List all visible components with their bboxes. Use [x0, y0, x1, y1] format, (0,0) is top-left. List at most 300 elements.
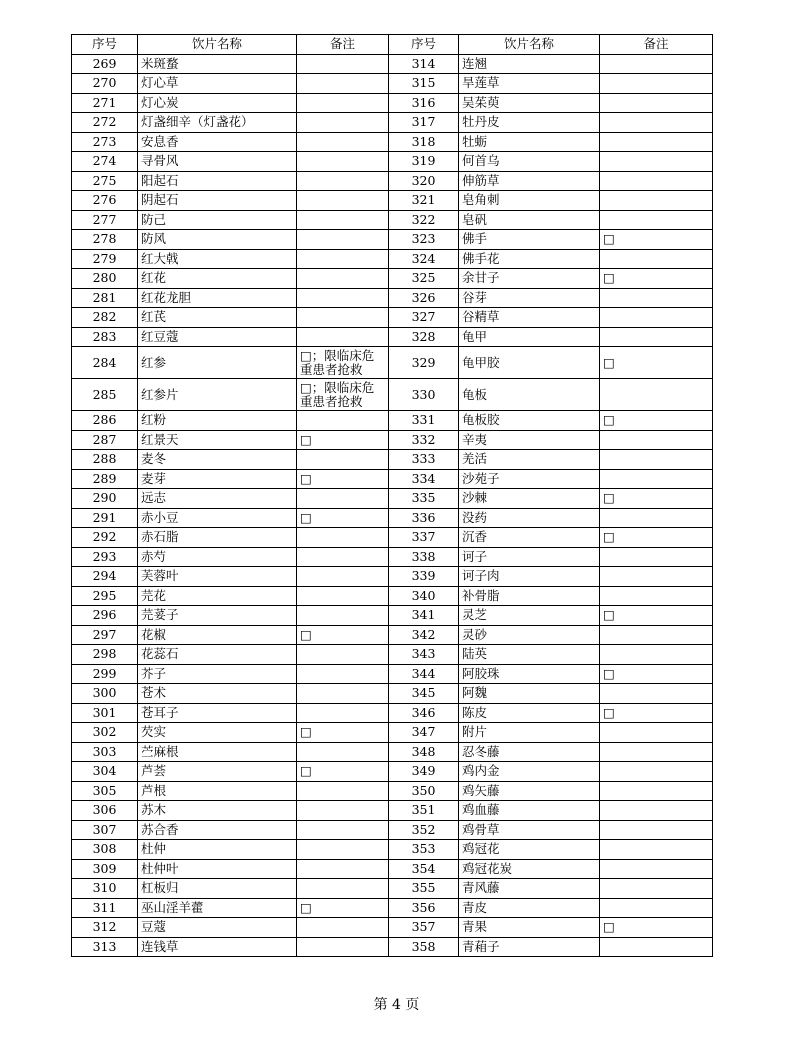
herb-name-left: 红芪 — [138, 308, 297, 328]
note-left — [297, 859, 389, 879]
row-index-left: 284 — [72, 347, 138, 379]
row-index-right: 322 — [389, 210, 459, 230]
row-index-left: 299 — [72, 664, 138, 684]
note-left — [297, 210, 389, 230]
table-row — [72, 469, 713, 489]
table-row — [72, 489, 713, 509]
note-left — [297, 411, 389, 431]
note-right — [600, 762, 713, 782]
herb-name-left: 花蕊石 — [138, 645, 297, 665]
table-row — [72, 684, 713, 704]
herb-name-right: 牡丹皮 — [459, 113, 600, 133]
note-right — [600, 327, 713, 347]
row-index-left: 306 — [72, 801, 138, 821]
herb-name-right: 附片 — [459, 723, 600, 743]
note-left — [297, 288, 389, 308]
herb-name-right: 龟甲 — [459, 327, 600, 347]
note-left — [297, 489, 389, 509]
herb-table — [71, 34, 713, 957]
note-right — [600, 820, 713, 840]
table-row — [72, 430, 713, 450]
note-left — [297, 132, 389, 152]
herb-name-left: 红景天 — [138, 430, 297, 450]
row-index-left: 295 — [72, 586, 138, 606]
note-right: □ — [600, 347, 713, 379]
header-note-left: 备注 — [297, 35, 389, 55]
note-right — [600, 742, 713, 762]
herb-name-right: 陈皮 — [459, 703, 600, 723]
herb-name-right: 青皮 — [459, 898, 600, 918]
note-right — [600, 54, 713, 74]
table-row — [72, 411, 713, 431]
note-left — [297, 308, 389, 328]
herb-name-left: 红花 — [138, 269, 297, 289]
header-index-right: 序号 — [389, 35, 459, 55]
note-right — [600, 379, 713, 411]
herb-name-left: 红花龙胆 — [138, 288, 297, 308]
header-name-right: 饮片名称 — [459, 35, 600, 55]
herb-name-left: 防风 — [138, 230, 297, 250]
row-index-left: 288 — [72, 450, 138, 470]
table-row — [72, 347, 713, 379]
row-index-left: 291 — [72, 508, 138, 528]
header-name-left: 饮片名称 — [138, 35, 297, 55]
row-index-left: 277 — [72, 210, 138, 230]
herb-name-right: 灵芝 — [459, 606, 600, 626]
table-row — [72, 625, 713, 645]
herb-name-left: 连钱草 — [138, 937, 297, 957]
row-index-right: 319 — [389, 152, 459, 172]
note-right — [600, 859, 713, 879]
table-row — [72, 132, 713, 152]
row-index-right: 327 — [389, 308, 459, 328]
row-index-left: 310 — [72, 879, 138, 899]
note-left — [297, 528, 389, 548]
header-note-right: 备注 — [600, 35, 713, 55]
row-index-left: 304 — [72, 762, 138, 782]
row-index-right: 354 — [389, 859, 459, 879]
herb-name-right: 佛手 — [459, 230, 600, 250]
herb-name-right: 羌活 — [459, 450, 600, 470]
note-left — [297, 781, 389, 801]
table-row — [72, 54, 713, 74]
herb-name-right: 鸡骨草 — [459, 820, 600, 840]
row-index-left: 278 — [72, 230, 138, 250]
herb-name-right: 佛手花 — [459, 249, 600, 269]
row-index-left: 313 — [72, 937, 138, 957]
note-right — [600, 723, 713, 743]
herb-name-left: 赤芍 — [138, 547, 297, 567]
herb-name-left: 豆蔻 — [138, 918, 297, 938]
note-left — [297, 645, 389, 665]
note-left: □ — [297, 469, 389, 489]
row-index-right: 314 — [389, 54, 459, 74]
table-row — [72, 723, 713, 743]
table-row — [72, 379, 713, 411]
herb-name-left: 芦根 — [138, 781, 297, 801]
row-index-right: 349 — [389, 762, 459, 782]
note-right: □ — [600, 230, 713, 250]
row-index-left: 293 — [72, 547, 138, 567]
note-right — [600, 645, 713, 665]
table-row — [72, 74, 713, 94]
note-left — [297, 93, 389, 113]
herb-name-left: 杠板归 — [138, 879, 297, 899]
row-index-right: 356 — [389, 898, 459, 918]
note-right — [600, 567, 713, 587]
row-index-right: 343 — [389, 645, 459, 665]
row-index-right: 358 — [389, 937, 459, 957]
row-index-left: 286 — [72, 411, 138, 431]
row-index-left: 301 — [72, 703, 138, 723]
row-index-left: 276 — [72, 191, 138, 211]
row-index-right: 341 — [389, 606, 459, 626]
herb-name-right: 阿魏 — [459, 684, 600, 704]
row-index-right: 345 — [389, 684, 459, 704]
row-index-left: 273 — [72, 132, 138, 152]
table-row — [72, 450, 713, 470]
row-index-right: 332 — [389, 430, 459, 450]
note-right — [600, 840, 713, 860]
table-row — [72, 93, 713, 113]
herb-name-right: 青果 — [459, 918, 600, 938]
herb-name-right: 伸筋草 — [459, 171, 600, 191]
herb-name-left: 苍术 — [138, 684, 297, 704]
table-row — [72, 586, 713, 606]
table-row — [72, 820, 713, 840]
note-left — [297, 742, 389, 762]
table-row — [72, 840, 713, 860]
herb-name-left: 苏木 — [138, 801, 297, 821]
row-index-left: 282 — [72, 308, 138, 328]
row-index-right: 325 — [389, 269, 459, 289]
table-row — [72, 113, 713, 133]
table-row — [72, 762, 713, 782]
row-index-right: 336 — [389, 508, 459, 528]
note-left — [297, 269, 389, 289]
table-row — [72, 269, 713, 289]
note-right — [600, 937, 713, 957]
note-left: □ — [297, 625, 389, 645]
herb-name-left: 灯心草 — [138, 74, 297, 94]
note-right: □ — [600, 269, 713, 289]
row-index-right: 329 — [389, 347, 459, 379]
herb-name-right: 皂矾 — [459, 210, 600, 230]
herb-name-left: 阳起石 — [138, 171, 297, 191]
row-index-left: 308 — [72, 840, 138, 860]
herb-name-left: 芙蓉叶 — [138, 567, 297, 587]
table-row — [72, 664, 713, 684]
herb-name-left: 苏合香 — [138, 820, 297, 840]
herb-name-left: 麦冬 — [138, 450, 297, 470]
row-index-right: 353 — [389, 840, 459, 860]
table-row — [72, 308, 713, 328]
note-right: □ — [600, 606, 713, 626]
row-index-left: 300 — [72, 684, 138, 704]
table-row — [72, 171, 713, 191]
herb-name-right: 鸡矢藤 — [459, 781, 600, 801]
row-index-left: 305 — [72, 781, 138, 801]
note-left — [297, 152, 389, 172]
note-left — [297, 74, 389, 94]
herb-name-left: 苎麻根 — [138, 742, 297, 762]
row-index-left: 297 — [72, 625, 138, 645]
table-row — [72, 327, 713, 347]
note-right: □ — [600, 411, 713, 431]
header-index-left: 序号 — [72, 35, 138, 55]
row-index-left: 294 — [72, 567, 138, 587]
note-left — [297, 586, 389, 606]
herb-name-right: 皂角刺 — [459, 191, 600, 211]
row-index-right: 339 — [389, 567, 459, 587]
herb-name-right: 余甘子 — [459, 269, 600, 289]
row-index-right: 335 — [389, 489, 459, 509]
herb-name-left: 灯心炭 — [138, 93, 297, 113]
row-index-right: 321 — [389, 191, 459, 211]
herb-name-right: 没药 — [459, 508, 600, 528]
row-index-left: 309 — [72, 859, 138, 879]
table-row — [72, 801, 713, 821]
row-index-right: 324 — [389, 249, 459, 269]
herb-name-left: 红参 — [138, 347, 297, 379]
row-index-left: 270 — [72, 74, 138, 94]
herb-name-right: 连翘 — [459, 54, 600, 74]
herb-name-left: 红参片 — [138, 379, 297, 411]
note-right — [600, 450, 713, 470]
table-row — [72, 918, 713, 938]
note-left: □；限临床危重患者抢救 — [297, 379, 389, 411]
row-index-left: 269 — [72, 54, 138, 74]
herb-name-left: 米斑蝥 — [138, 54, 297, 74]
row-index-left: 271 — [72, 93, 138, 113]
note-left: □；限临床危重患者抢救 — [297, 347, 389, 379]
table-row — [72, 528, 713, 548]
herb-name-right: 谷芽 — [459, 288, 600, 308]
row-index-right: 330 — [389, 379, 459, 411]
note-left — [297, 54, 389, 74]
row-index-left: 303 — [72, 742, 138, 762]
herb-name-left: 防己 — [138, 210, 297, 230]
note-left — [297, 840, 389, 860]
row-index-right: 316 — [389, 93, 459, 113]
row-index-left: 289 — [72, 469, 138, 489]
herb-name-left: 芥子 — [138, 664, 297, 684]
row-index-right: 351 — [389, 801, 459, 821]
table-row — [72, 249, 713, 269]
herb-name-right: 沙棘 — [459, 489, 600, 509]
herb-name-left: 红大戟 — [138, 249, 297, 269]
note-right — [600, 152, 713, 172]
table-row — [72, 547, 713, 567]
note-right — [600, 801, 713, 821]
row-index-left: 285 — [72, 379, 138, 411]
herb-name-right: 青葙子 — [459, 937, 600, 957]
note-left — [297, 606, 389, 626]
herb-name-right: 鸡内金 — [459, 762, 600, 782]
herb-name-right: 龟甲胶 — [459, 347, 600, 379]
herb-name-left: 麦芽 — [138, 469, 297, 489]
note-right — [600, 430, 713, 450]
table-row — [72, 937, 713, 957]
herb-name-right: 旱莲草 — [459, 74, 600, 94]
note-left — [297, 879, 389, 899]
note-right — [600, 781, 713, 801]
row-index-left: 296 — [72, 606, 138, 626]
note-right — [600, 586, 713, 606]
note-right: □ — [600, 489, 713, 509]
note-right: □ — [600, 664, 713, 684]
note-left — [297, 820, 389, 840]
row-index-right: 318 — [389, 132, 459, 152]
row-index-left: 311 — [72, 898, 138, 918]
row-index-right: 348 — [389, 742, 459, 762]
row-index-right: 352 — [389, 820, 459, 840]
note-right — [600, 249, 713, 269]
herb-name-right: 青风藤 — [459, 879, 600, 899]
herb-name-left: 远志 — [138, 489, 297, 509]
table-row — [72, 210, 713, 230]
row-index-left: 272 — [72, 113, 138, 133]
row-index-left: 298 — [72, 645, 138, 665]
herb-name-left: 芫荽子 — [138, 606, 297, 626]
herb-name-left: 红豆蔻 — [138, 327, 297, 347]
table-row — [72, 152, 713, 172]
herb-name-left: 赤小豆 — [138, 508, 297, 528]
row-index-left: 312 — [72, 918, 138, 938]
row-index-left: 275 — [72, 171, 138, 191]
row-index-right: 326 — [389, 288, 459, 308]
row-index-right: 323 — [389, 230, 459, 250]
row-index-right: 315 — [389, 74, 459, 94]
herb-name-right: 鸡冠花 — [459, 840, 600, 860]
note-right — [600, 684, 713, 704]
table-row — [72, 567, 713, 587]
herb-name-right: 沙苑子 — [459, 469, 600, 489]
herb-name-left: 安息香 — [138, 132, 297, 152]
row-index-left: 287 — [72, 430, 138, 450]
note-right — [600, 625, 713, 645]
herb-name-left: 赤石脂 — [138, 528, 297, 548]
note-right — [600, 879, 713, 899]
row-index-left: 307 — [72, 820, 138, 840]
note-left: □ — [297, 762, 389, 782]
note-left — [297, 918, 389, 938]
table-header-row — [72, 35, 713, 55]
row-index-right: 317 — [389, 113, 459, 133]
table-row — [72, 230, 713, 250]
note-right — [600, 210, 713, 230]
note-right — [600, 113, 713, 133]
row-index-left: 290 — [72, 489, 138, 509]
row-index-left: 302 — [72, 723, 138, 743]
row-index-right: 334 — [389, 469, 459, 489]
row-index-right: 344 — [389, 664, 459, 684]
row-index-left: 292 — [72, 528, 138, 548]
herb-name-right: 诃子 — [459, 547, 600, 567]
note-right: □ — [600, 703, 713, 723]
row-index-right: 342 — [389, 625, 459, 645]
herb-name-left: 芦荟 — [138, 762, 297, 782]
herb-name-right: 牡蛎 — [459, 132, 600, 152]
herb-name-right: 灵砂 — [459, 625, 600, 645]
row-index-right: 350 — [389, 781, 459, 801]
table-row — [72, 288, 713, 308]
herb-name-left: 阴起石 — [138, 191, 297, 211]
row-index-right: 346 — [389, 703, 459, 723]
note-right — [600, 171, 713, 191]
note-right — [600, 308, 713, 328]
row-index-left: 274 — [72, 152, 138, 172]
note-left — [297, 113, 389, 133]
note-left — [297, 664, 389, 684]
note-right — [600, 898, 713, 918]
herb-name-left: 芫花 — [138, 586, 297, 606]
row-index-right: 331 — [389, 411, 459, 431]
herb-name-left: 巫山淫羊藿 — [138, 898, 297, 918]
herb-name-right: 陆英 — [459, 645, 600, 665]
row-index-left: 281 — [72, 288, 138, 308]
herb-name-right: 龟板 — [459, 379, 600, 411]
note-right — [600, 288, 713, 308]
herb-name-right: 辛夷 — [459, 430, 600, 450]
herb-name-right: 鸡冠花炭 — [459, 859, 600, 879]
herb-name-right: 谷精草 — [459, 308, 600, 328]
table-row — [72, 879, 713, 899]
herb-name-right: 何首乌 — [459, 152, 600, 172]
table-row — [72, 898, 713, 918]
note-right — [600, 191, 713, 211]
herb-name-left: 寻骨风 — [138, 152, 297, 172]
herb-name-right: 龟板胶 — [459, 411, 600, 431]
table-row — [72, 508, 713, 528]
page-footer: 第 4 页 — [373, 997, 420, 1013]
herb-name-right: 阿胶珠 — [459, 664, 600, 684]
table-row — [72, 191, 713, 211]
note-left — [297, 703, 389, 723]
note-left: □ — [297, 898, 389, 918]
note-left — [297, 567, 389, 587]
herb-name-left: 红粉 — [138, 411, 297, 431]
note-left: □ — [297, 430, 389, 450]
note-right: □ — [600, 528, 713, 548]
note-left — [297, 171, 389, 191]
row-index-right: 328 — [389, 327, 459, 347]
note-right — [600, 74, 713, 94]
note-left — [297, 937, 389, 957]
row-index-left: 279 — [72, 249, 138, 269]
row-index-right: 347 — [389, 723, 459, 743]
note-right — [600, 132, 713, 152]
herb-name-right: 吴茱萸 — [459, 93, 600, 113]
note-left — [297, 230, 389, 250]
herb-name-left: 灯盏细辛（灯盏花） — [138, 113, 297, 133]
row-index-right: 355 — [389, 879, 459, 899]
note-left — [297, 450, 389, 470]
note-left: □ — [297, 508, 389, 528]
row-index-right: 337 — [389, 528, 459, 548]
herb-name-right: 诃子肉 — [459, 567, 600, 587]
note-left — [297, 191, 389, 211]
table-row — [72, 742, 713, 762]
note-right — [600, 469, 713, 489]
herb-name-right: 沉香 — [459, 528, 600, 548]
table-row — [72, 645, 713, 665]
table-row — [72, 703, 713, 723]
note-left — [297, 801, 389, 821]
herb-name-right: 忍冬藤 — [459, 742, 600, 762]
herb-name-left: 杜仲 — [138, 840, 297, 860]
row-index-right: 320 — [389, 171, 459, 191]
